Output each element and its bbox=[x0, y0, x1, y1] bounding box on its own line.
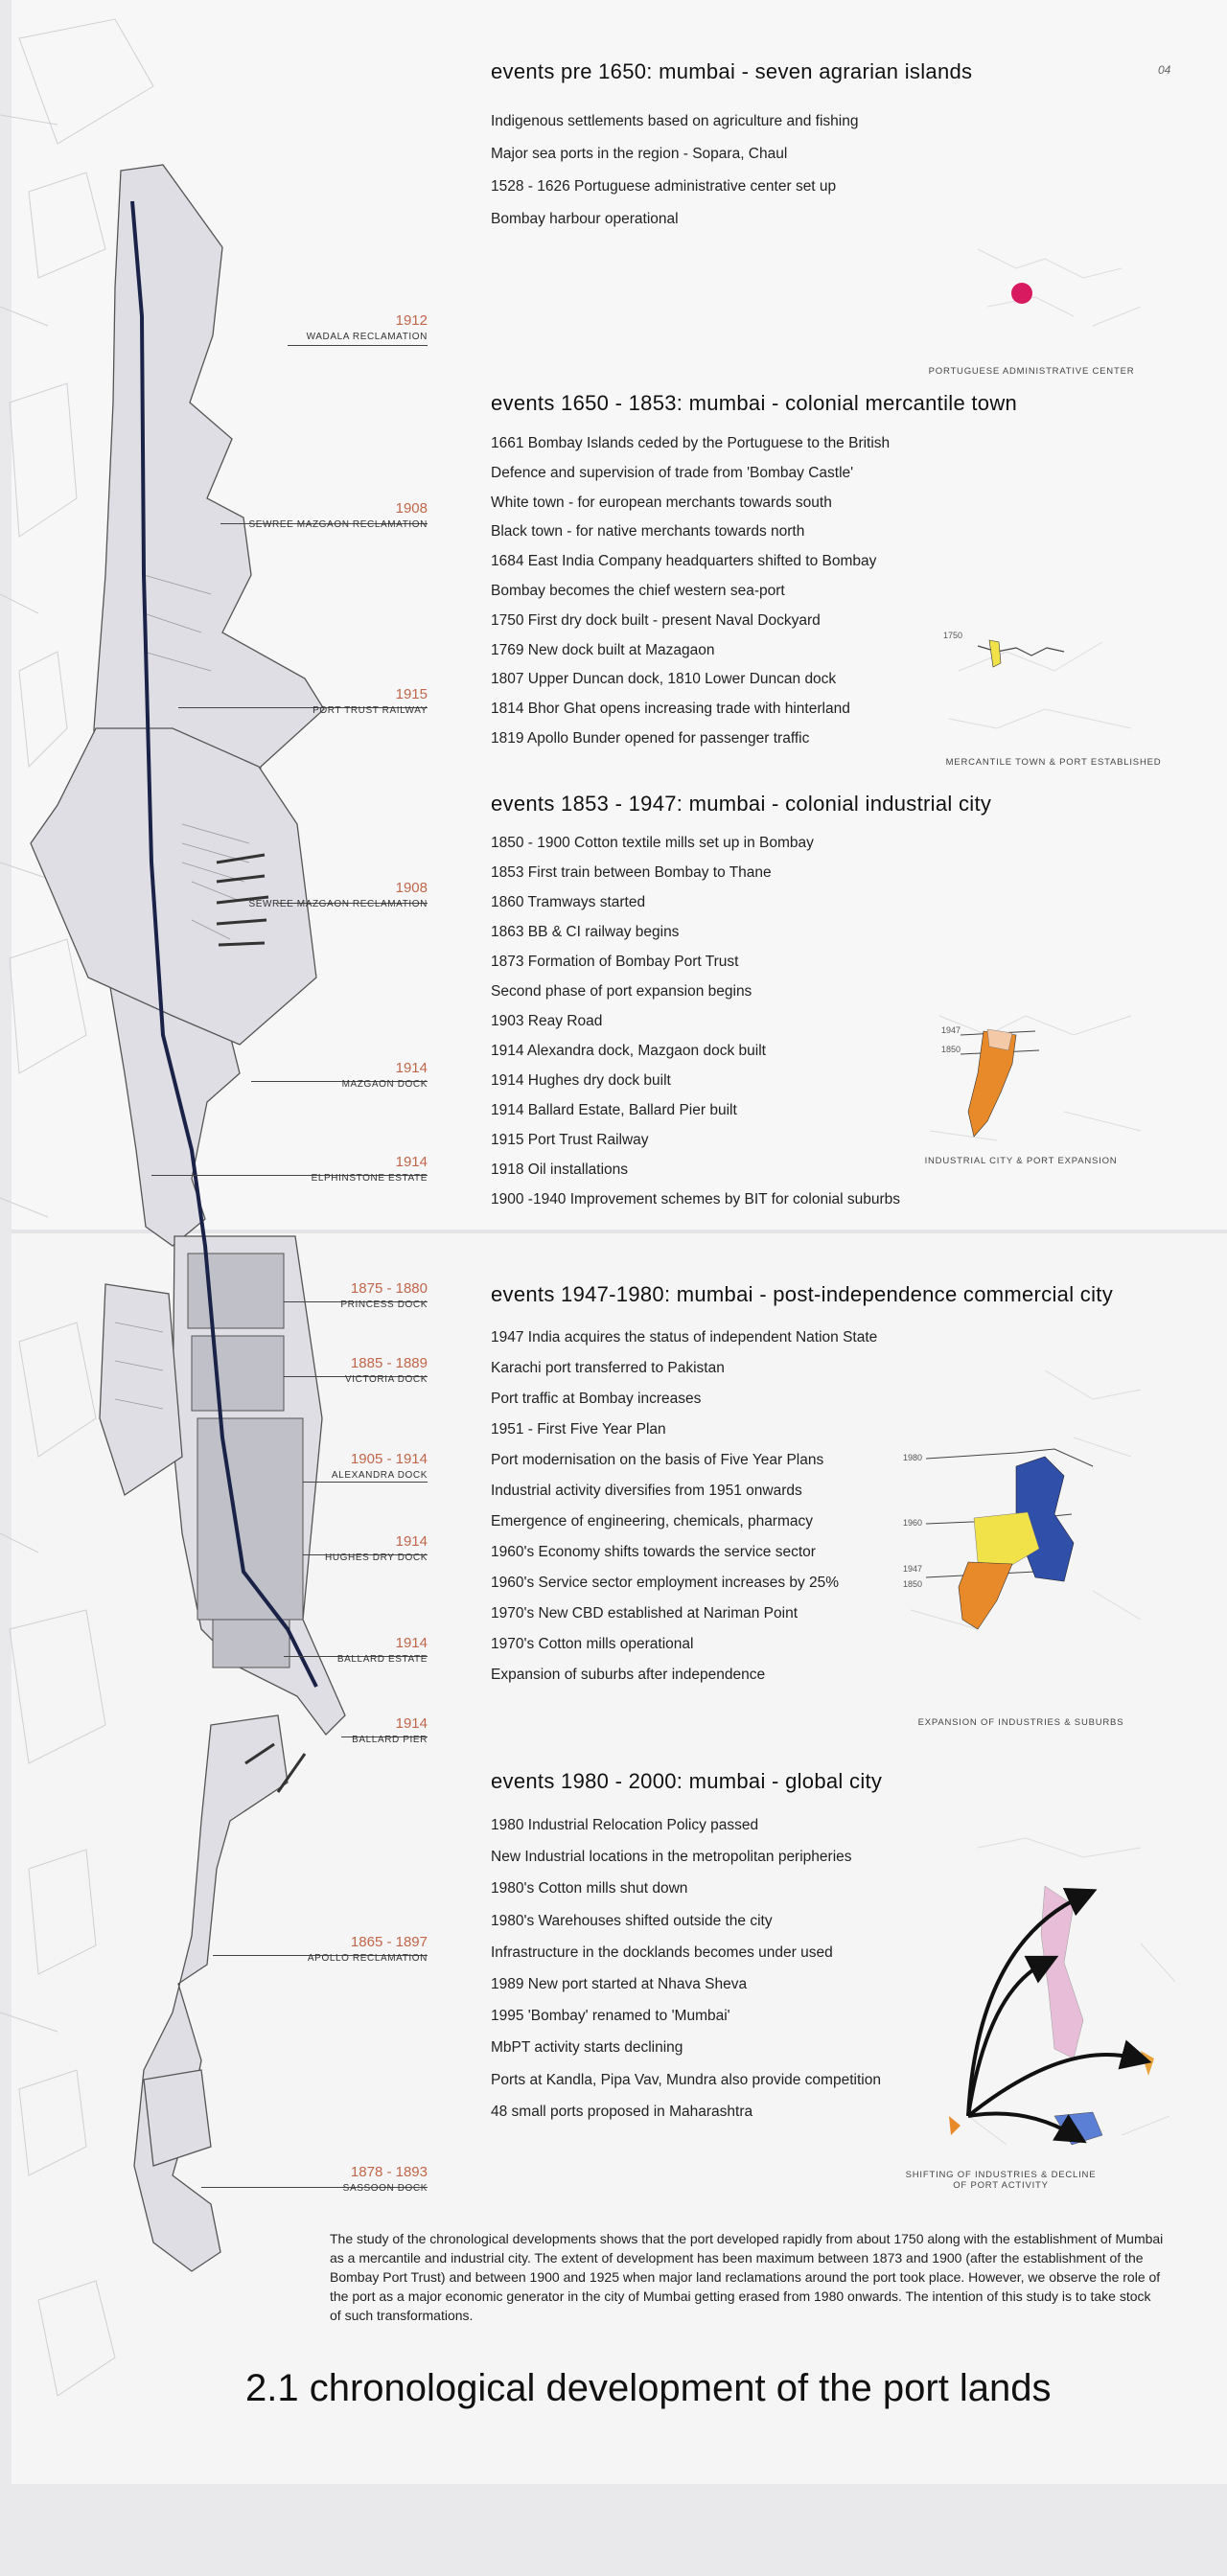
event-item: 1684 East India Company headquarters shifted to Bombay bbox=[491, 553, 877, 570]
event-item: 1819 Apollo Bunder opened for passenger traffic bbox=[491, 729, 810, 747]
event-item: 1970's Cotton mills operational bbox=[491, 1636, 694, 1652]
map-label-name: PORT TRUST RAILWAY bbox=[313, 705, 428, 716]
map-label-year: 1908 bbox=[395, 880, 428, 896]
event-item: Indigenous settlements based on agriculture and fishing bbox=[491, 113, 859, 129]
year-tag: 1850 bbox=[903, 1579, 923, 1589]
map-label-ballard-pier bbox=[217, 1715, 428, 1746]
minimap-mercantile-town bbox=[939, 613, 1150, 757]
map-label-name: MAZGAON DOCK bbox=[341, 1079, 428, 1090]
event-item: 1960's Economy shifts towards the service sector bbox=[491, 1544, 816, 1560]
map-label-year: 1885 - 1889 bbox=[350, 1355, 428, 1371]
map-label-name: SEWREE MAZGAON RECLAMATION bbox=[248, 519, 428, 530]
event-item: 1995 'Bombay' renamed to 'Mumbai' bbox=[491, 2008, 730, 2025]
map-label-victoria-dock bbox=[217, 1355, 428, 1386]
map-label-name: ALEXANDRA DOCK bbox=[331, 1470, 428, 1481]
map-label-port-trust-railway bbox=[217, 686, 428, 717]
map-label-year: 1908 bbox=[395, 500, 428, 517]
leader-line bbox=[288, 345, 428, 346]
minimap-industrial-city bbox=[920, 997, 1150, 1150]
portuguese-center-marker bbox=[1011, 283, 1032, 304]
map-label-year: 1905 - 1914 bbox=[350, 1451, 428, 1467]
minimap-caption: INDUSTRIAL CITY & PORT EXPANSION bbox=[924, 1156, 1118, 1166]
event-item: 1807 Upper Duncan dock, 1810 Lower Duncan dock bbox=[491, 671, 837, 688]
map-label-year: 1875 - 1880 bbox=[350, 1280, 428, 1297]
event-item: 1947 India acquires the status of independent Nation State bbox=[491, 1329, 878, 1346]
minimap-portuguese-center bbox=[959, 240, 1150, 364]
map-label-wadala-reclamation bbox=[217, 312, 428, 343]
minimap-caption: MERCANTILE TOWN & PORT ESTABLISHED bbox=[945, 757, 1162, 768]
industrial-location bbox=[1141, 2051, 1154, 2076]
event-item: 1989 New port started at Nhava Sheva bbox=[491, 1976, 748, 1993]
event-item: Major sea ports in the region - Sopara, Chaul bbox=[491, 146, 788, 162]
map-label-mazgaon-dock bbox=[217, 1060, 428, 1091]
section-pre-1650 bbox=[491, 59, 1181, 236]
map-label-elphinstone-estate bbox=[217, 1154, 428, 1184]
event-item: White town - for european merchants towards south bbox=[491, 494, 832, 511]
page-number: 04 bbox=[1158, 63, 1171, 77]
event-item: Black town - for native merchants towards north bbox=[491, 523, 805, 540]
metropolitan-area bbox=[1041, 1886, 1083, 2058]
event-item: 1750 First dry dock built - present Naval Dockyard bbox=[491, 611, 821, 629]
event-item: 1980's Cotton mills shut down bbox=[491, 1880, 688, 1898]
minimap-industry-shift bbox=[949, 1828, 1179, 2174]
map-label-name: PRINCESS DOCK bbox=[340, 1300, 428, 1310]
map-label-name: SEWREE MAZGAON RECLAMATION bbox=[248, 899, 428, 909]
event-item: 1900 -1940 Improvement schemes by BIT for colonial suburbs bbox=[491, 1191, 901, 1208]
event-item: Bombay becomes the chief western sea-port bbox=[491, 582, 785, 599]
event-item: MbPT activity starts declining bbox=[491, 2039, 683, 2057]
map-label-year: 1878 - 1893 bbox=[350, 2164, 428, 2180]
minimap-caption: EXPANSION OF INDUSTRIES & SUBURBS bbox=[917, 1717, 1124, 1728]
event-item: Industrial activity diversifies from 1951 onwards bbox=[491, 1483, 802, 1499]
event-item: Karachi port transferred to Pakistan bbox=[491, 1360, 725, 1376]
map-label-sassoon-dock bbox=[217, 2164, 428, 2195]
minimap-sketch bbox=[949, 642, 1131, 728]
map-label-sewree-mazgaon-reclamation bbox=[217, 500, 428, 531]
event-item: 1903 Reay Road bbox=[491, 1013, 603, 1029]
map-label-apollo-reclamation bbox=[217, 1934, 428, 1965]
minimap-caption: SHIFTING OF INDUSTRIES & DECLINE OF PORT ACTIVITY bbox=[905, 2170, 1097, 2191]
map-label-princess-dock bbox=[217, 1280, 428, 1311]
map-label-year: 1914 bbox=[395, 1533, 428, 1550]
year-tag: 1947 bbox=[941, 1025, 961, 1035]
mercantile-town-area bbox=[989, 640, 1001, 667]
leader-line bbox=[303, 1482, 428, 1483]
event-item: Port traffic at Bombay increases bbox=[491, 1391, 702, 1407]
year-tag: 1947 bbox=[903, 1564, 923, 1574]
event-item: Second phase of port expansion begins bbox=[491, 983, 752, 1000]
event-item: 1951 - First Five Year Plan bbox=[491, 1421, 666, 1438]
map-label-ballard-estate bbox=[217, 1635, 428, 1666]
event-item: Expansion of suburbs after independence bbox=[491, 1667, 766, 1683]
port-lands-map bbox=[0, 0, 498, 2492]
map-label-name: APOLLO RECLAMATION bbox=[307, 1953, 428, 1964]
minimap-caption: PORTUGUESE ADMINISTRATIVE CENTER bbox=[928, 366, 1135, 377]
section-heading: events pre 1650: mumbai - seven agrarian islands bbox=[491, 59, 973, 83]
event-item: 1914 Hughes dry dock built bbox=[491, 1072, 671, 1089]
event-item: 1980's Warehouses shifted outside the city bbox=[491, 1912, 773, 1929]
event-item: 1914 Ballard Estate, Ballard Pier built bbox=[491, 1102, 737, 1118]
event-item: Bombay harbour operational bbox=[491, 211, 679, 227]
section-heading: events 1853 - 1947: mumbai - colonial industrial city bbox=[491, 792, 992, 816]
map-label-year: 1914 bbox=[395, 1060, 428, 1076]
year-tag: 1960 bbox=[903, 1518, 923, 1528]
event-item: Infrastructure in the docklands becomes under used bbox=[491, 1944, 833, 1961]
event-item: 1528 - 1626 Portuguese administrative center set up bbox=[491, 178, 837, 195]
event-list bbox=[491, 105, 1181, 236]
minimap-sketch bbox=[978, 249, 1141, 326]
summary-paragraph: The study of the chronological developments shows that the port developed rapidly from about 1750 along with the establishment of Mumbai as a mercantile and industrial city. The extent of development has been maximum between 1873 and 1900 (after the establishment of the Bombay Port Trust) and between 1900 and 1925 when major land reclamations around the port took place. However, we observe the role of the port as a major economic generator in the city of Mumbai getting erased from 1980 onwards. The intention of this study is to take stock of such transformations. bbox=[330, 2231, 1164, 2323]
event-item: 1769 New dock built at Mazagaon bbox=[491, 641, 715, 658]
year-tag: 1850 bbox=[941, 1045, 961, 1054]
page-title: 2.1 chronological development of the port lands bbox=[245, 2367, 1052, 2409]
map-label-year: 1914 bbox=[395, 1635, 428, 1651]
section-heading: events 1650 - 1853: mumbai - colonial mercantile town bbox=[491, 391, 1018, 415]
map-label-name: VICTORIA DOCK bbox=[345, 1374, 428, 1385]
map-label-name: WADALA RECLAMATION bbox=[306, 332, 428, 342]
map-label-year: 1914 bbox=[395, 1715, 428, 1732]
event-item: Ports at Kandla, Pipa Vav, Mundra also provide competition bbox=[491, 2071, 881, 2088]
event-item: Port modernisation on the basis of Five Year Plans bbox=[491, 1452, 824, 1468]
map-label-hughes-dry-dock bbox=[217, 1533, 428, 1564]
map-label-year: 1914 bbox=[395, 1154, 428, 1170]
section-heading: events 1980 - 2000: mumbai - global city bbox=[491, 1769, 883, 1793]
event-item: 1860 Tramways started bbox=[491, 894, 646, 910]
map-label-name: BALLARD ESTATE bbox=[336, 1654, 428, 1665]
event-item: 1914 Alexandra dock, Mazgaon dock built bbox=[491, 1043, 766, 1059]
event-item: 1661 Bombay Islands ceded by the Portuguese to the British bbox=[491, 435, 891, 451]
event-item: 1814 Bhor Ghat opens increasing trade with hinterland bbox=[491, 701, 850, 718]
map-label-name: ELPHINSTONE ESTATE bbox=[311, 1173, 428, 1184]
map-label-year: 1915 bbox=[395, 686, 428, 702]
event-item: 1970's New CBD established at Nariman Point bbox=[491, 1605, 799, 1622]
event-item: 48 small ports proposed in Maharashtra bbox=[491, 2103, 753, 2120]
event-item: 1863 BB & CI railway begins bbox=[491, 924, 680, 940]
map-label-name: BALLARD PIER bbox=[352, 1735, 428, 1745]
industrial-location bbox=[949, 2116, 961, 2135]
map-label-name: SASSOON DOCK bbox=[342, 2183, 428, 2194]
event-item: 1960's Service sector employment increases by 25% bbox=[491, 1575, 840, 1591]
section-heading: events 1947-1980: mumbai - post-independence commercial city bbox=[491, 1282, 1113, 1306]
map-label-year: 1912 bbox=[395, 312, 428, 329]
event-item: Defence and supervision of trade from 'Bombay Castle' bbox=[491, 464, 854, 481]
map-label-year: 1865 - 1897 bbox=[350, 1934, 428, 1950]
map-label-sewree-mazgaon-reclamation-2 bbox=[217, 880, 428, 910]
event-item: 1853 First train between Bombay to Thane bbox=[491, 864, 772, 881]
event-item: 1980 Industrial Relocation Policy passed bbox=[491, 1817, 759, 1833]
event-item: 1915 Port Trust Railway bbox=[491, 1132, 649, 1148]
map-label-alexandra-dock bbox=[217, 1451, 428, 1482]
event-item: Emergence of engineering, chemicals, pharmacy bbox=[491, 1513, 814, 1530]
event-item: 1873 Formation of Bombay Port Trust bbox=[491, 954, 739, 970]
event-item: 1850 - 1900 Cotton textile mills set up in Bombay bbox=[491, 835, 814, 851]
event-item: 1918 Oil installations bbox=[491, 1162, 629, 1178]
year-tag: 1980 bbox=[903, 1453, 923, 1462]
event-item: New Industrial locations in the metropolitan peripheries bbox=[491, 1849, 852, 1866]
year-tag: 1750 bbox=[943, 631, 963, 640]
industrial-area bbox=[959, 1562, 1012, 1629]
minimap-suburb-expansion bbox=[901, 1361, 1150, 1648]
map-label-name: HUGHES DRY DOCK bbox=[325, 1552, 428, 1563]
